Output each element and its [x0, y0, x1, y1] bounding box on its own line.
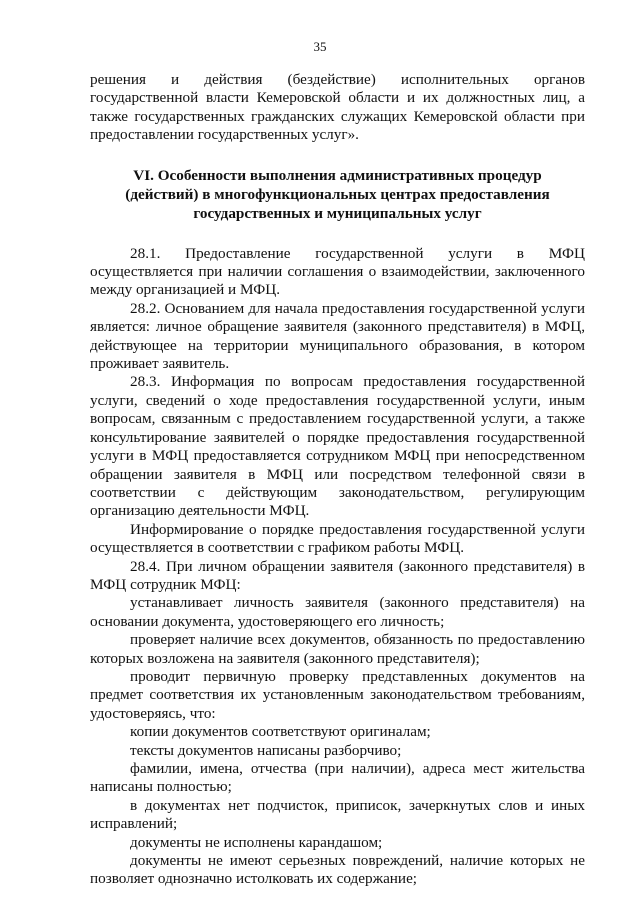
- section-heading-line: VI. Особенности выполнения административных процедур: [133, 166, 542, 184]
- list-item: документы не исполнены карандашом;: [130, 833, 383, 851]
- section-heading-line: государственных и муниципальных услуг: [193, 204, 482, 222]
- paragraph-28-2: 28.2. Основанием для начала предоставления государственной услуги является: личное обращение заявителя (законного представителя) в МФЦ, действующее на территории муниципального образования, в котором проживает заявитель.: [90, 299, 585, 373]
- list-item: проверяет наличие всех документов, обязанность по предоставлению которых возложена на заявителя (законного представителя);: [90, 631, 585, 667]
- paragraph-informing: Информирование о порядке предоставления государственной услуги осуществляется в соответствии с графиком работы МФЦ.: [90, 520, 585, 557]
- list-item: фамилии, имена, отчества (при наличии), адреса мест жительства написаны полностью;: [90, 760, 585, 796]
- paragraph-28-1: 28.1. Предоставление государственной услуги в МФЦ осуществляется при наличии соглашения о взаимодействии, заключенного между организацией и МФЦ.: [90, 244, 585, 299]
- list-item: проводит первичную проверку представленных документов на предмет соответствия их установленным законодательством требованиям, удостоверяясь, что:: [90, 667, 585, 722]
- page-number: 35: [313, 39, 327, 54]
- list-item: документы не имеют серьезных повреждений, наличие которых не позволяет однозначно истолковать их содержание;: [90, 852, 585, 888]
- list-item: в документах нет подчисток, приписок, зачеркнутых слов и иных исправлений;: [90, 796, 585, 833]
- list-item: тексты документов написаны разборчиво;: [130, 741, 402, 759]
- document-body: [90, 71, 585, 889]
- paragraph-28-3: 28.3. Информация по вопросам предоставления государственной услуги, сведений о ходе предоставления государственной услуги, иным вопросам, связанным с предоставлением государственной услуги, а также консультирование заявителей о порядке предоставления государственной услуги в МФЦ предоставляется сотрудником МФЦ при непосредственном обращении заявителя в МФЦ или посредством телефонной связи в соответствии с действующим законодательством, регулирующим организацию деятельности МФЦ.: [90, 373, 585, 520]
- list-item: устанавливает личность заявителя (законного представителя) на основании документа, удостоверяющего его личность;: [90, 594, 585, 630]
- section-heading: [90, 166, 585, 223]
- paragraph-28-4: 28.4. При личном обращении заявителя (законного представителя) в МФЦ сотрудник МФЦ:: [90, 557, 585, 593]
- section-heading-line: (действий) в многофункциональных центрах предоставления: [125, 185, 550, 203]
- intro-paragraph: решения и действия (бездействие) исполнительных органов государственной власти Кемеровской области и их должностных лиц, а также государственных гражданских служащих Кемеровской области при предоставлении государственных услуг».: [90, 71, 585, 144]
- list-item: копии документов соответствуют оригиналам;: [130, 723, 431, 741]
